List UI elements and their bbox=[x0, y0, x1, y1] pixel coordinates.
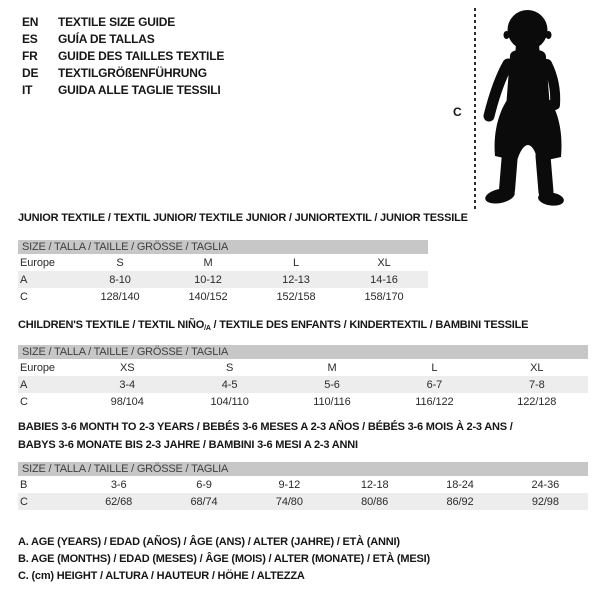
table-cell: 152/158 bbox=[276, 290, 316, 303]
language-code: ES bbox=[22, 31, 38, 46]
language-label: TEXTILGRÖßENFÜHRUNG bbox=[58, 65, 207, 80]
children-title-text: / TEXTILE DES ENFANTS / KINDERTEXTIL / BAMBINI TESSILE bbox=[210, 319, 529, 331]
language-code: FR bbox=[22, 48, 38, 63]
table-cell: XS bbox=[119, 361, 135, 374]
table-cell: S bbox=[116, 256, 124, 269]
table-cell: 98/104 bbox=[110, 395, 144, 408]
row-label: Europe bbox=[20, 256, 55, 269]
table-cell: S bbox=[225, 361, 234, 374]
table-cell: 116/122 bbox=[415, 395, 454, 408]
language-code: DE bbox=[22, 65, 39, 80]
table-cell: 80/86 bbox=[361, 495, 389, 508]
dotted-height-line bbox=[474, 8, 476, 211]
table-cell: 3-4 bbox=[119, 378, 135, 391]
junior-section-title: JUNIOR TEXTILE / TEXTIL JUNIOR/ TEXTILE JUNIOR / JUNIORTEXTIL / JUNIOR TESSILE bbox=[18, 212, 468, 224]
height-measure-label: C bbox=[453, 105, 462, 119]
language-label: GUIDE DES TAILLES TEXTILE bbox=[58, 48, 225, 63]
language-header bbox=[22, 13, 224, 98]
table-cell: 8-10 bbox=[109, 273, 131, 286]
junior-size-header-bar: SIZE / TALLA / TAILLE / GRÖSSE / TAGLIA bbox=[18, 240, 428, 254]
babies-table-row bbox=[18, 476, 588, 493]
table-cell: 12-18 bbox=[360, 478, 389, 491]
table-cell: 110/116 bbox=[313, 395, 351, 408]
table-cell: 24-36 bbox=[531, 478, 560, 491]
children-title-text: CHILDREN'S TEXTILE / TEXTIL NIÑO bbox=[18, 319, 205, 331]
children-table-row bbox=[18, 393, 588, 410]
row-label: C bbox=[20, 290, 28, 303]
table-cell: 92/98 bbox=[531, 495, 559, 508]
language-label: GUÍA DE TALLAS bbox=[58, 31, 155, 46]
legend bbox=[18, 536, 430, 587]
table-cell: 68/74 bbox=[190, 495, 218, 508]
babies-section-title-line2: BABYS 3-6 MONATE BIS 2-3 JAHRE / BAMBINI 3-6 MESI A 2-3 ANNI bbox=[18, 439, 358, 451]
row-label: A bbox=[20, 378, 28, 391]
table-cell: 86/92 bbox=[446, 495, 474, 508]
table-cell: 122/128 bbox=[517, 395, 557, 408]
row-label: C bbox=[20, 395, 28, 408]
table-cell: M bbox=[203, 256, 213, 269]
language-row bbox=[22, 30, 224, 47]
language-row bbox=[22, 13, 224, 30]
language-label: GUIDA ALLE TAGLIE TESSILI bbox=[58, 82, 221, 97]
table-cell: 6-7 bbox=[426, 378, 443, 391]
children-size-header-bar: SIZE / TALLA / TAILLE / GRÖSSE / TAGLIA bbox=[18, 345, 588, 359]
language-row bbox=[22, 64, 224, 81]
row-label: A bbox=[20, 273, 28, 286]
table-cell: 5-6 bbox=[324, 378, 340, 391]
babies-table-row bbox=[18, 493, 588, 510]
children-table-row bbox=[18, 376, 588, 393]
table-cell: 6-9 bbox=[196, 478, 212, 491]
babies-size-header-bar: SIZE / TALLA / TAILLE / GRÖSSE / TAGLIA bbox=[18, 462, 588, 476]
children-title-subscript: /A bbox=[204, 325, 211, 332]
junior-table-row bbox=[18, 288, 428, 305]
table-cell: XL bbox=[530, 361, 544, 374]
legend-line-a: A. AGE (YEARS) / EDAD (AÑOS) / ÂGE (ANS) / ALTER (JAHRE) / ETÀ (ANNI) bbox=[18, 536, 400, 548]
language-label: TEXTILE SIZE GUIDE bbox=[58, 14, 176, 29]
table-cell: 12-13 bbox=[282, 273, 310, 286]
language-code: EN bbox=[22, 14, 39, 29]
table-cell: 158/170 bbox=[364, 290, 404, 303]
table-cell: 14-16 bbox=[370, 273, 398, 286]
junior-table-row bbox=[18, 254, 428, 271]
junior-table-row bbox=[18, 271, 428, 288]
table-cell: 104/110 bbox=[210, 395, 249, 408]
table-cell: 3-6 bbox=[110, 478, 127, 491]
table-cell: 62/68 bbox=[105, 495, 133, 508]
table-cell: 128/140 bbox=[100, 290, 140, 303]
language-code: IT bbox=[22, 82, 33, 97]
table-cell: 74/80 bbox=[275, 495, 303, 508]
babies-section-title-line1: BABIES 3-6 MONTH TO 2-3 YEARS / BEBÉS 3-6 MESES A 2-3 AÑOS / BÉBÉS 3-6 MOIS À 2-3 ANS / bbox=[18, 421, 513, 433]
table-cell: 4-5 bbox=[221, 378, 238, 391]
table-cell: XL bbox=[377, 256, 391, 269]
table-cell: 7-8 bbox=[528, 378, 545, 391]
table-cell: 10-12 bbox=[194, 273, 222, 286]
toddler-silhouette-icon bbox=[480, 8, 580, 208]
table-cell: 140/152 bbox=[188, 290, 228, 303]
table-cell: 18-24 bbox=[446, 478, 474, 491]
table-cell: 9-12 bbox=[278, 478, 301, 491]
legend-line-c: C. (cm) HEIGHT / ALTURA / HAUTEUR / HÖHE / ALTEZZA bbox=[18, 570, 305, 582]
row-label: B bbox=[20, 478, 28, 491]
children-table-row bbox=[18, 359, 588, 376]
language-row bbox=[22, 47, 224, 64]
table-cell: M bbox=[327, 361, 337, 374]
legend-line-b: B. AGE (MONTHS) / EDAD (MESES) / ÂGE (MOIS) / ALTER (MONATE) / ETÀ (MESI) bbox=[18, 553, 430, 565]
row-label: C bbox=[20, 495, 28, 508]
table-cell: L bbox=[292, 256, 300, 269]
row-label: Europe bbox=[20, 361, 55, 374]
table-cell: L bbox=[431, 361, 438, 374]
children-section-title bbox=[18, 319, 528, 332]
language-row bbox=[22, 81, 224, 98]
